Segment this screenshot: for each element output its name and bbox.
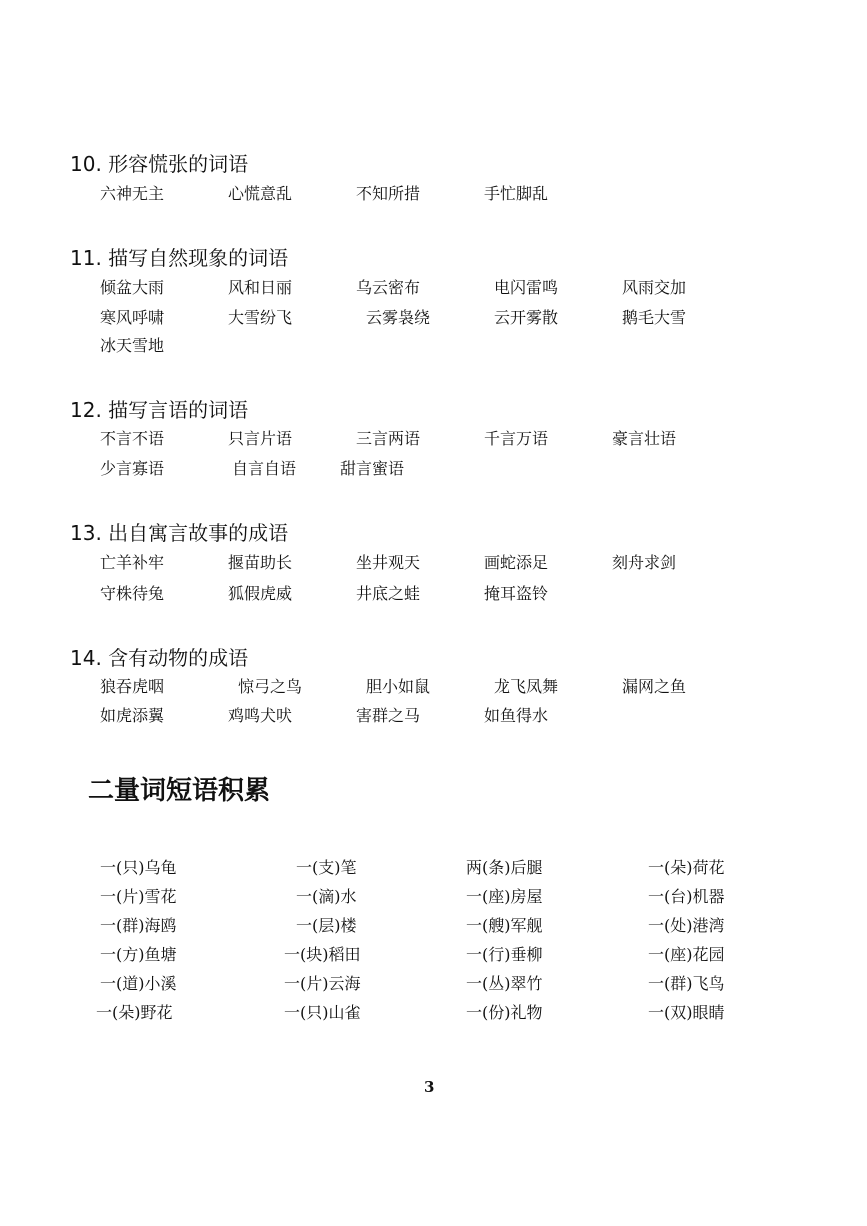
measure-word-item: 一(丛)翠竹 — [466, 974, 543, 993]
measure-word-item: 一(行)垂柳 — [466, 945, 543, 964]
measure-word-item: 一(座)花园 — [648, 945, 725, 964]
word-item: 不言不语 — [100, 429, 165, 448]
word-item: 风雨交加 — [622, 278, 687, 297]
word-item: 寒风呼啸 — [100, 308, 165, 327]
word-item: 倾盆大雨 — [100, 278, 165, 297]
measure-word-item: 一(滴)水 — [296, 887, 357, 906]
measure-word-item: 一(片)雪花 — [100, 887, 177, 906]
word-item: 惊弓之鸟 — [238, 677, 303, 696]
measure-word-item: 一(道)小溪 — [100, 974, 177, 993]
word-item: 坐井观天 — [356, 553, 421, 572]
word-item: 守株待兔 — [100, 584, 165, 603]
measure-word-item: 一(只)乌龟 — [100, 858, 177, 877]
word-item: 胆小如鼠 — [366, 677, 431, 696]
word-item: 龙飞凤舞 — [494, 677, 559, 696]
word-item: 手忙脚乱 — [484, 184, 549, 203]
word-item: 少言寡语 — [100, 459, 165, 478]
word-item: 不知所措 — [356, 184, 421, 203]
section-title: 13. 出自寓言故事的成语 — [70, 521, 289, 545]
word-item: 风和日丽 — [228, 278, 293, 297]
part-title: 二量词短语积累 — [88, 776, 271, 806]
measure-word-item: 一(群)飞鸟 — [648, 974, 725, 993]
word-item: 掩耳盗铃 — [484, 584, 549, 603]
section-title: 14. 含有动物的成语 — [70, 646, 249, 670]
word-item: 大雪纷飞 — [228, 308, 293, 327]
measure-word-item: 一(座)房屋 — [466, 887, 543, 906]
measure-word-item: 两(条)后腿 — [466, 858, 543, 877]
word-item: 电闪雷鸣 — [494, 278, 559, 297]
word-item: 画蛇添足 — [484, 553, 549, 572]
measure-word-item: 一(只)山雀 — [284, 1003, 361, 1022]
word-item: 心慌意乱 — [228, 184, 293, 203]
word-item: 如鱼得水 — [484, 706, 549, 725]
word-item: 冰天雪地 — [100, 336, 165, 355]
section-title: 12. 描写言语的词语 — [70, 398, 249, 422]
measure-word-item: 一(朵)野花 — [96, 1003, 173, 1022]
measure-word-item: 一(处)港湾 — [648, 916, 725, 935]
word-item: 三言两语 — [356, 429, 421, 448]
word-item: 狼吞虎咽 — [100, 677, 165, 696]
word-item: 六神无主 — [100, 184, 165, 203]
word-item: 井底之蛙 — [356, 584, 421, 603]
word-item: 自言自语 — [232, 459, 297, 478]
measure-word-item: 一(群)海鸥 — [100, 916, 177, 935]
measure-word-item: 一(艘)军舰 — [466, 916, 543, 935]
measure-word-item: 一(份)礼物 — [466, 1003, 543, 1022]
word-item: 害群之马 — [356, 706, 421, 725]
word-item: 揠苗助长 — [228, 553, 293, 572]
word-item: 如虎添翼 — [100, 706, 165, 725]
word-item: 鸡鸣犬吠 — [228, 706, 293, 725]
word-item: 云雾袅绕 — [366, 308, 431, 327]
word-item: 只言片语 — [228, 429, 293, 448]
measure-word-item: 一(层)楼 — [296, 916, 357, 935]
word-item: 狐假虎威 — [228, 584, 293, 603]
measure-word-item: 一(朵)荷花 — [648, 858, 725, 877]
measure-word-item: 一(支)笔 — [296, 858, 357, 877]
section-title: 10. 形容慌张的词语 — [70, 152, 249, 176]
word-item: 乌云密布 — [356, 278, 421, 297]
word-item: 甜言蜜语 — [340, 459, 405, 478]
measure-word-item: 一(块)稻田 — [284, 945, 361, 964]
measure-word-item: 一(片)云海 — [284, 974, 361, 993]
word-item: 云开雾散 — [494, 308, 559, 327]
word-item: 豪言壮语 — [612, 429, 677, 448]
measure-word-item: 一(双)眼睛 — [648, 1003, 725, 1022]
word-item: 鹅毛大雪 — [622, 308, 687, 327]
word-item: 千言万语 — [484, 429, 549, 448]
measure-word-item: 一(方)鱼塘 — [100, 945, 177, 964]
section-title: 11. 描写自然现象的词语 — [70, 246, 289, 270]
word-item: 亡羊补牢 — [100, 553, 165, 572]
page-number: 3 — [424, 1078, 435, 1096]
word-item: 漏网之鱼 — [622, 677, 687, 696]
word-item: 刻舟求剑 — [612, 553, 677, 572]
measure-word-item: 一(台)机器 — [648, 887, 725, 906]
